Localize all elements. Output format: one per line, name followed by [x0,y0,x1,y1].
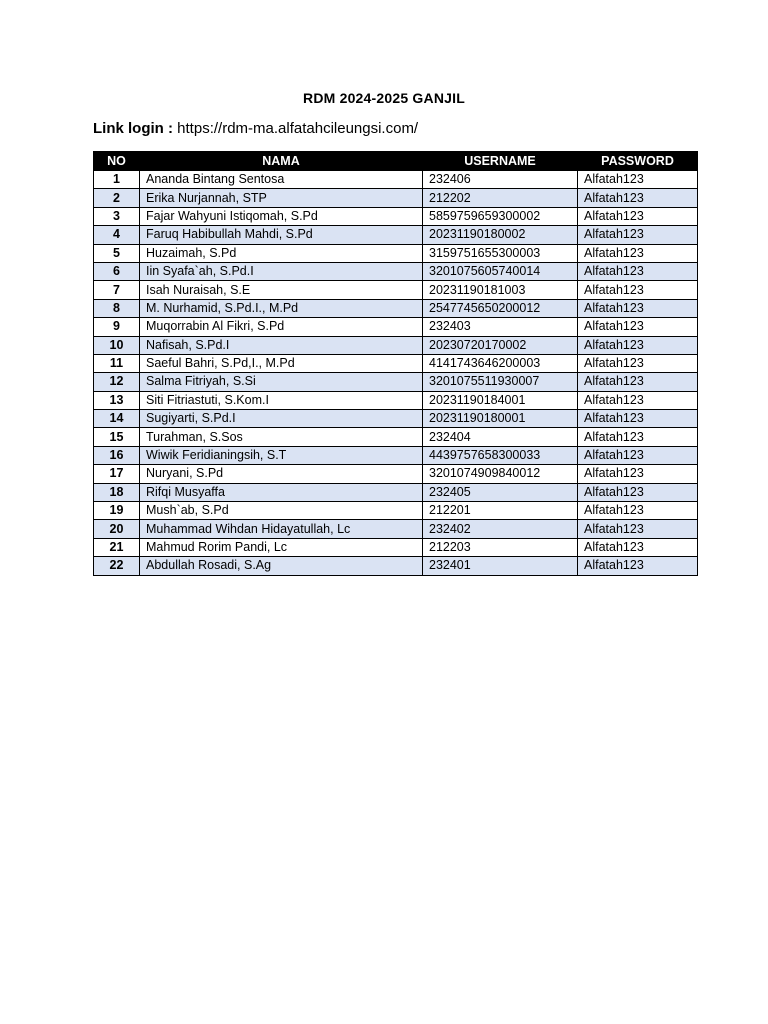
row-username-cell: 3201075511930007 [423,373,578,391]
row-username-cell: 20231190180001 [423,410,578,428]
row-no-cell: 18 [94,483,140,501]
row-no-cell: 5 [94,244,140,262]
row-password-cell: Alfatah123 [578,446,698,464]
row-password-cell: Alfatah123 [578,226,698,244]
row-password-cell: Alfatah123 [578,281,698,299]
row-username-cell: 4439757658300033 [423,446,578,464]
table-row [94,189,698,207]
row-password-cell: Alfatah123 [578,538,698,556]
row-username-cell: 232401 [423,557,578,575]
row-password-cell: Alfatah123 [578,262,698,280]
table-row [94,502,698,520]
row-username-cell: 3201074909840012 [423,465,578,483]
table-row [94,281,698,299]
row-nama-cell: Sugiyarti, S.Pd.I [140,410,423,428]
row-no-cell: 21 [94,538,140,556]
row-nama-cell: Turahman, S.Sos [140,428,423,446]
table-row [94,207,698,225]
row-password-cell: Alfatah123 [578,391,698,409]
row-username-cell: 5859759659300002 [423,207,578,225]
table-row [94,465,698,483]
row-username-cell: 232402 [423,520,578,538]
document-title: RDM 2024-2025 GANJIL [303,90,465,106]
table-row [94,336,698,354]
row-nama-cell: Iin Syafa`ah, S.Pd.I [140,262,423,280]
row-username-cell: 2547745650200012 [423,299,578,317]
row-username-cell: 20231190180002 [423,226,578,244]
link-login-label: Link login : [93,120,173,137]
row-no-cell: 16 [94,446,140,464]
row-password-cell: Alfatah123 [578,557,698,575]
row-nama-cell: Mahmud Rorim Pandi, Lc [140,538,423,556]
row-password-cell: Alfatah123 [578,336,698,354]
row-no-cell: 12 [94,373,140,391]
row-no-cell: 17 [94,465,140,483]
row-username-cell: 20231190184001 [423,391,578,409]
row-no-cell: 8 [94,299,140,317]
table-row [94,354,698,372]
row-nama-cell: Wiwik Feridianingsih, S.T [140,446,423,464]
row-username-cell: 232406 [423,171,578,189]
row-username-cell: 212201 [423,502,578,520]
row-no-cell: 19 [94,502,140,520]
link-login-line [93,120,418,137]
table-row [94,171,698,189]
row-password-cell: Alfatah123 [578,299,698,317]
row-no-cell: 6 [94,262,140,280]
row-no-cell: 20 [94,520,140,538]
row-no-cell: 3 [94,207,140,225]
table-row [94,446,698,464]
accounts-table [93,151,698,576]
row-nama-cell: Huzaimah, S.Pd [140,244,423,262]
row-nama-cell: Abdullah Rosadi, S.Ag [140,557,423,575]
table-row [94,410,698,428]
row-password-cell: Alfatah123 [578,520,698,538]
row-no-cell: 2 [94,189,140,207]
row-no-cell: 9 [94,318,140,336]
header-password: PASSWORD [578,152,698,171]
row-nama-cell: M. Nurhamid, S.Pd.I., M.Pd [140,299,423,317]
table-row [94,262,698,280]
row-password-cell: Alfatah123 [578,318,698,336]
row-username-cell: 20230720170002 [423,336,578,354]
row-no-cell: 7 [94,281,140,299]
row-password-cell: Alfatah123 [578,244,698,262]
row-password-cell: Alfatah123 [578,189,698,207]
row-no-cell: 4 [94,226,140,244]
row-nama-cell: Muqorrabin Al Fikri, S.Pd [140,318,423,336]
row-password-cell: Alfatah123 [578,207,698,225]
link-login-url: https://rdm-ma.alfatahcileungsi.com/ [177,120,419,137]
row-no-cell: 1 [94,171,140,189]
row-nama-cell: Salma Fitriyah, S.Si [140,373,423,391]
row-nama-cell: Siti Fitriastuti, S.Kom.I [140,391,423,409]
row-nama-cell: Muhammad Wihdan Hidayatullah, Lc [140,520,423,538]
row-password-cell: Alfatah123 [578,171,698,189]
table-row [94,538,698,556]
row-nama-cell: Rifqi Musyaffa [140,483,423,501]
row-no-cell: 14 [94,410,140,428]
header-nama: NAMA [140,152,423,171]
header-no: NO [94,152,140,171]
row-nama-cell: Erika Nurjannah, STP [140,189,423,207]
row-nama-cell: Nafisah, S.Pd.I [140,336,423,354]
table-body [94,171,698,576]
row-no-cell: 15 [94,428,140,446]
row-password-cell: Alfatah123 [578,428,698,446]
table-row [94,483,698,501]
table-header-row [94,152,698,171]
row-username-cell: 20231190181003 [423,281,578,299]
table-row [94,299,698,317]
row-nama-cell: Ananda Bintang Sentosa [140,171,423,189]
row-password-cell: Alfatah123 [578,410,698,428]
table-row [94,428,698,446]
row-username-cell: 212202 [423,189,578,207]
table-row [94,373,698,391]
row-no-cell: 11 [94,354,140,372]
row-no-cell: 13 [94,391,140,409]
table-row [94,520,698,538]
row-password-cell: Alfatah123 [578,465,698,483]
row-no-cell: 10 [94,336,140,354]
row-nama-cell: Mush`ab, S.Pd [140,502,423,520]
row-username-cell: 3201075605740014 [423,262,578,280]
row-no-cell: 22 [94,557,140,575]
table-row [94,226,698,244]
row-username-cell: 232405 [423,483,578,501]
header-username: USERNAME [423,152,578,171]
table-row [94,244,698,262]
row-password-cell: Alfatah123 [578,483,698,501]
table-row [94,557,698,575]
row-username-cell: 4141743646200003 [423,354,578,372]
row-username-cell: 232403 [423,318,578,336]
table-row [94,318,698,336]
row-nama-cell: Fajar Wahyuni Istiqomah, S.Pd [140,207,423,225]
row-username-cell: 232404 [423,428,578,446]
row-password-cell: Alfatah123 [578,502,698,520]
row-nama-cell: Faruq Habibullah Mahdi, S.Pd [140,226,423,244]
row-password-cell: Alfatah123 [578,373,698,391]
row-password-cell: Alfatah123 [578,354,698,372]
table-row [94,391,698,409]
row-username-cell: 3159751655300003 [423,244,578,262]
row-nama-cell: Saeful Bahri, S.Pd,I., M.Pd [140,354,423,372]
row-nama-cell: Isah Nuraisah, S.E [140,281,423,299]
row-username-cell: 212203 [423,538,578,556]
row-nama-cell: Nuryani, S.Pd [140,465,423,483]
